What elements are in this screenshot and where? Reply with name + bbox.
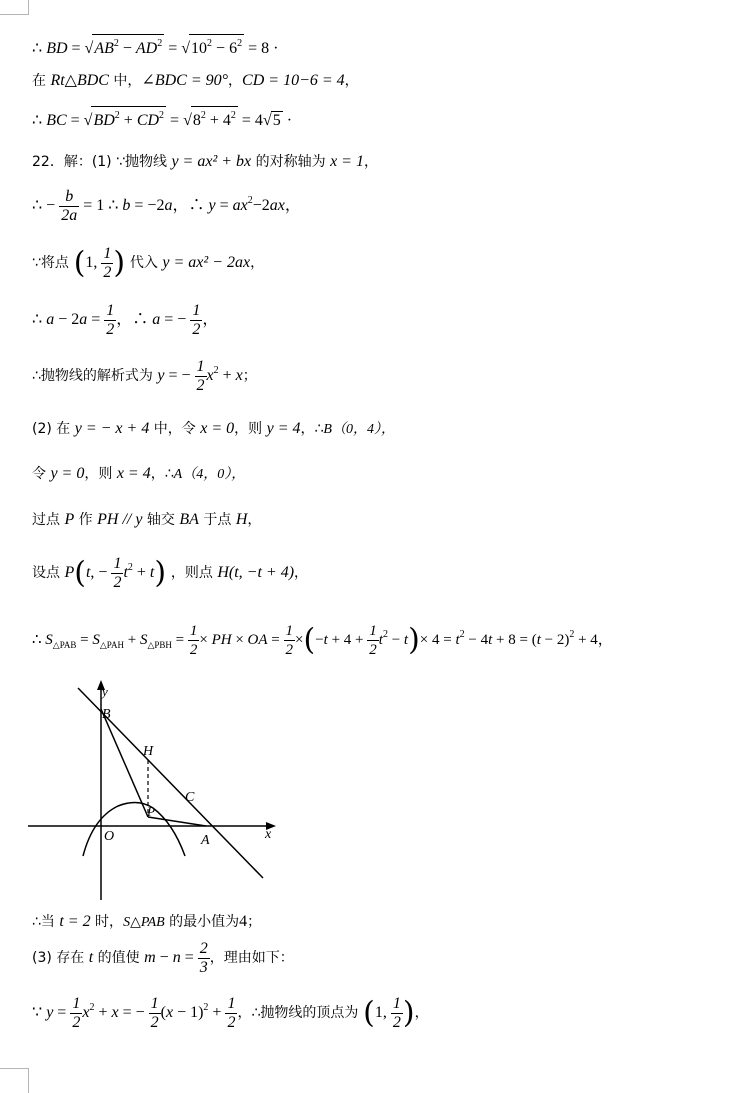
line-part3-intro: (3) 存在 t 的值使 m − n = $\frac{2}{3}$ ，理由如下： xyxy=(32,940,294,976)
label-y: y xyxy=(102,684,108,699)
segment-pb xyxy=(101,709,148,817)
line-bc-calc: ∴ BC = $√BD^2 + CD^2 = √8^2 + 4^2 = 4√5$ · xyxy=(32,106,292,132)
label-b: B xyxy=(102,707,111,722)
line-point-a: 令 y = 0，则 x = 4，∴A（4，0）， xyxy=(32,465,246,482)
line-area-expression: ∴ $S_{\triangle PAB} = S_{\triangle PAH} + S_{\triangle PBH}$ = $\frac{1}{2}$ × PH × OA = $\frac{1}{2}$ ×(−t + 4 + $\frac{1}{2}$ $t^2 - t)\times 4 = t^2 - 4t + 8 = (t - 2)^2 + 4$， xyxy=(32,622,613,658)
label-p: P xyxy=(147,804,155,819)
line-solve-a: ∴ a − 2a = $\frac{1}{2}$ ，∴ a = − $\frac{1}{2}$ ， xyxy=(32,302,219,338)
label-a: A xyxy=(201,833,210,848)
line-minimum-value: ∴当 t = 2 时，S△PAB 的最小值为4； xyxy=(32,913,262,930)
label-c: C xyxy=(185,790,195,805)
label-x: x xyxy=(265,827,272,842)
line-rt-triangle: 在 Rt△BDC 中，∠BDC = 90°，CD = 10−6 = 4， xyxy=(32,72,359,89)
line-vertex: ∵ y = $\frac{1}{2}$ $x^2 + x$ = − $\frac{1}{2}$ $(x - 1)^2$ + $\frac{1}{2}$ ，∴抛物线的顶点为 (1, $\frac{1}{2}$ )， xyxy=(32,995,429,1031)
page-corner-mark xyxy=(0,0,29,15)
page-corner-mark xyxy=(0,1068,29,1093)
line-bd-calc: ∴ BD = $√AB^2 - AD^2 = √10^2 - 6^2 = 8$ · xyxy=(32,34,278,60)
label-h: H xyxy=(143,744,154,759)
label-o: O xyxy=(104,829,115,844)
line-set-point-p: 设点 P(t, − $\frac{1}{2}$ $t^2 + t$) ，则点 H(t, −t + 4)， xyxy=(32,555,309,591)
line-substitute-point: ∵将点 (1, $\frac{1}{2}$ ) 代入 y = ax² − 2ax， xyxy=(32,245,265,281)
line-q22-intro: 22．解：(1) ∵抛物线 y = ax² + bx 的对称轴为 x = 1， xyxy=(32,153,378,170)
line-construct-ph: 过点 P 作 PH // y 轴交 BA 于点 H， xyxy=(32,511,262,528)
coordinate-figure xyxy=(28,678,288,908)
line-parabola-formula: ∴抛物线的解析式为 y = − $\frac{1}{2}$ $x^2 + x$； xyxy=(32,358,257,394)
line-b-relation: ∴ − $\frac{b}{2a}$ = 1 ∴ b = −2a，∴ $y = ax^2-2ax$， xyxy=(32,188,301,224)
segment-pa xyxy=(148,817,206,826)
parabola-curve xyxy=(83,802,185,856)
line-part2-point-b: (2) 在 y = − x + 4 中，令 x = 0，则 y = 4，∴B（0，4）， xyxy=(32,420,395,437)
